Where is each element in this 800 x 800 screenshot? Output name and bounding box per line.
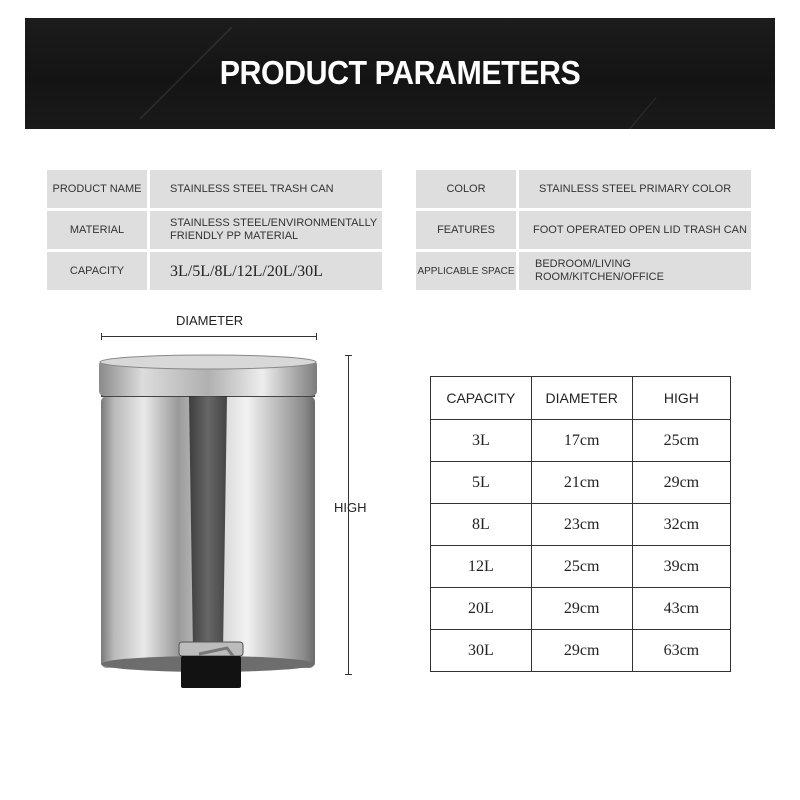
table-cell: 12L [431, 546, 532, 588]
diameter-dimension-line [101, 336, 317, 337]
column-header: CAPACITY [431, 377, 532, 420]
diameter-label: DIAMETER [176, 313, 244, 328]
table-cell: 29cm [531, 630, 632, 672]
table-cell: 5L [431, 462, 532, 504]
param-row [47, 170, 382, 208]
param-value: STAINLESS STEEL/ENVIRONMENTALLY FRIENDLY PP MATERIAL [150, 211, 382, 249]
table-row [431, 588, 731, 630]
param-value: BEDROOM/LIVING ROOM/KITCHEN/OFFICE [519, 252, 751, 290]
table-cell: 30L [431, 630, 532, 672]
param-row [47, 211, 382, 249]
height-dimension-line [348, 355, 349, 675]
parameters-table-left [44, 167, 385, 293]
dimension-tick [101, 333, 102, 340]
table-cell: 43cm [632, 588, 730, 630]
table-header-row [431, 377, 731, 420]
param-value: FOOT OPERATED OPEN LID TRASH CAN [519, 211, 751, 249]
param-row [416, 252, 751, 290]
dimension-tick [316, 333, 317, 340]
table-cell: 32cm [632, 504, 730, 546]
param-label: PRODUCT NAME [47, 170, 147, 208]
param-label: COLOR [416, 170, 516, 208]
banner-streak [604, 97, 656, 129]
table-row [431, 630, 731, 672]
table-cell: 25cm [531, 546, 632, 588]
trash-can-image [99, 352, 319, 692]
high-label: HIGH [334, 500, 367, 515]
dimension-tick [345, 674, 352, 675]
table-cell: 39cm [632, 546, 730, 588]
param-value: 3L/5L/8L/12L/20L/30L [150, 252, 382, 290]
column-header: DIAMETER [531, 377, 632, 420]
table-cell: 29cm [531, 588, 632, 630]
table-cell: 63cm [632, 630, 730, 672]
table-cell: 20L [431, 588, 532, 630]
table-cell: 17cm [531, 420, 632, 462]
table-cell: 29cm [632, 462, 730, 504]
param-label: FEATURES [416, 211, 516, 249]
param-row [416, 211, 751, 249]
table-row [431, 504, 731, 546]
param-label: CAPACITY [47, 252, 147, 290]
param-label: APPLICABLE SPACE [416, 252, 516, 290]
size-table [430, 376, 731, 672]
param-value: STAINLESS STEEL PRIMARY COLOR [519, 170, 751, 208]
table-row [431, 420, 731, 462]
param-label: MATERIAL [47, 211, 147, 249]
table-row [431, 546, 731, 588]
parameters-table-right [413, 167, 754, 293]
table-cell: 8L [431, 504, 532, 546]
header-banner [25, 18, 775, 129]
param-row [47, 252, 382, 290]
table-row [431, 462, 731, 504]
table-cell: 23cm [531, 504, 632, 546]
table-cell: 21cm [531, 462, 632, 504]
page-title: PRODUCT PARAMETERS [219, 54, 581, 91]
param-value: STAINLESS STEEL TRASH CAN [150, 170, 382, 208]
column-header: HIGH [632, 377, 730, 420]
param-row [416, 170, 751, 208]
table-cell: 3L [431, 420, 532, 462]
dimension-tick [345, 355, 352, 356]
table-cell: 25cm [632, 420, 730, 462]
